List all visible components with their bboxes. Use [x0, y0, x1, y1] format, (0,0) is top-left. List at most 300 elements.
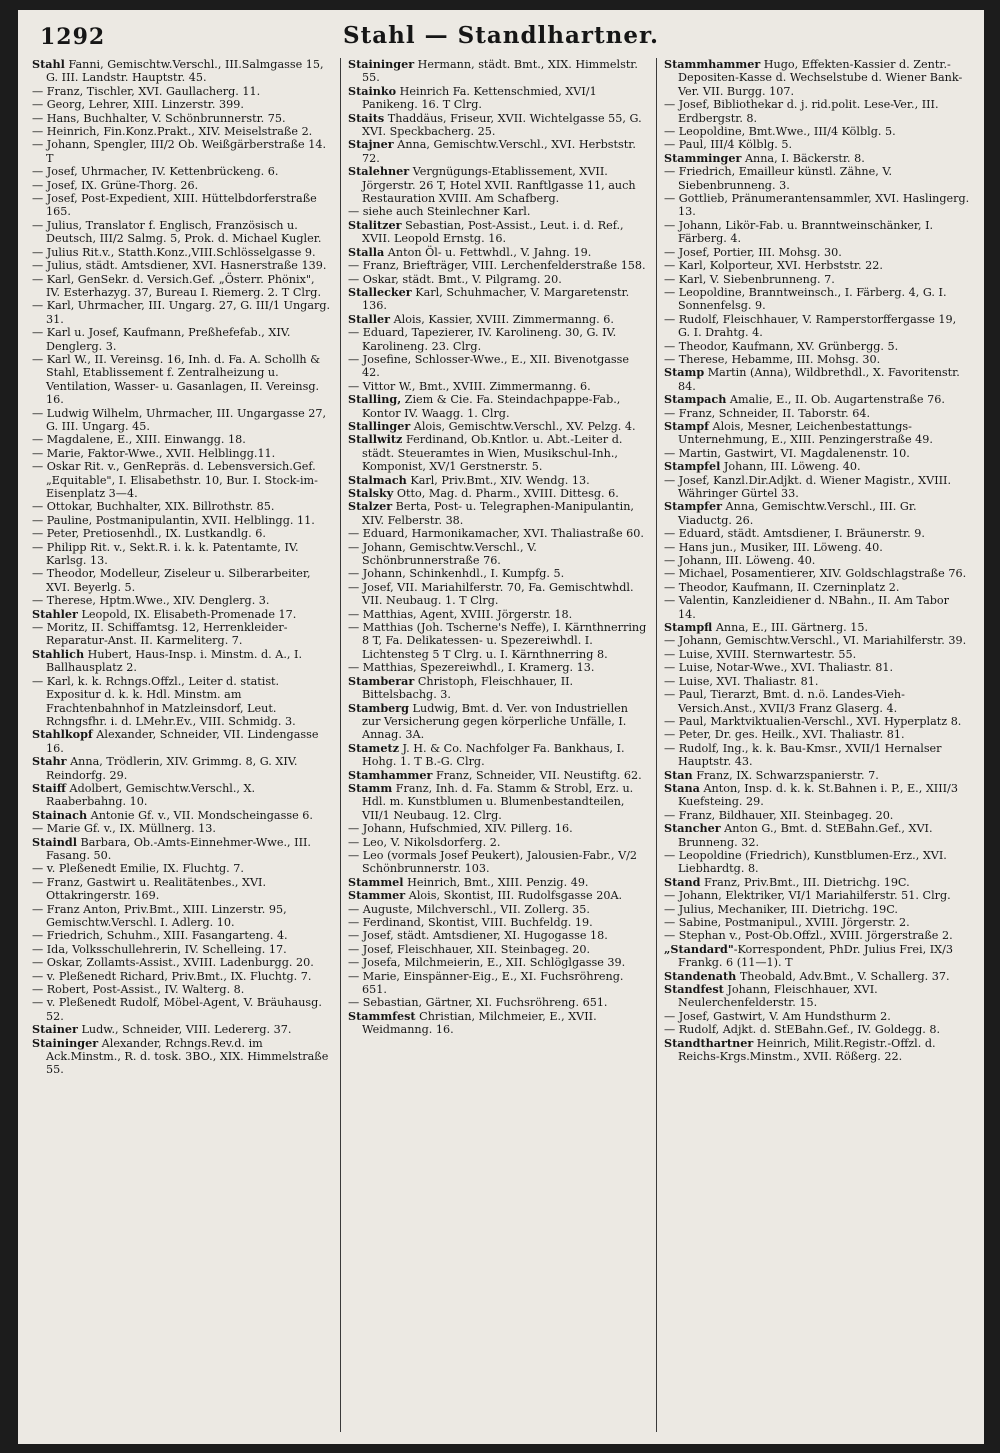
directory-entry [664, 273, 970, 286]
directory-entry [664, 983, 970, 1010]
entry-surname: Stalitzer [348, 217, 402, 232]
entry-surname: Stampfel [664, 459, 721, 474]
entry-surname: Stalehner [348, 164, 410, 179]
entry-text: — Matthias (Joh. Tscherne's Neffe), I. Kärnthnerring 8 T, Fa. Delikatessen- u. Spezereiwhdl. I. Lichtensteg 5 T Clrg. u. I. Kärnthnerring 8. [348, 621, 647, 661]
directory-entry [664, 769, 970, 782]
directory-entry [348, 393, 648, 420]
entry-text: Theobald, Adv.Bmt., V. Schallerg. 37. [736, 969, 950, 983]
entry-text: — Magdalene, E., XIII. Einwangg. 18. [32, 433, 246, 447]
directory-entry [664, 125, 970, 138]
entry-text: — Sebastian, Gärtner, XI. Fuchsröhreng. 651. [348, 996, 608, 1010]
entry-text: — Karl, GenSekr. d. Versich.Gef. „Österr. Phönix", IV. Esterhazyg. 37, Bureau I. Riemerg. 2. T Clrg. [32, 272, 322, 299]
entry-surname: Staininger [32, 1035, 99, 1050]
directory-entry [664, 728, 970, 741]
directory-entry [348, 876, 648, 889]
directory-entry [32, 500, 332, 513]
directory-entry [32, 608, 332, 621]
entry-text: — Eduard, städt. Amtsdiener, I. Bräunerstr. 9. [664, 527, 925, 541]
entry-surname: Stampf [664, 418, 709, 433]
entry-surname: Staits [348, 110, 385, 125]
directory-entry [32, 621, 332, 648]
entry-text: — Luise, XVIII. Sternwartestr. 55. [664, 647, 857, 661]
directory-entry [32, 85, 332, 98]
directory-entry [348, 956, 648, 969]
entry-text: Christian, Milchmeier, E., XVII. Weidmanng. 16. [362, 1009, 597, 1037]
directory-entry [32, 943, 332, 956]
directory-entry [664, 822, 970, 849]
entry-surname: Stahl [32, 58, 65, 71]
directory-entry [32, 956, 332, 969]
entry-text: Fanni, Gemischtw.Verschl., III.Salmgasse 15, G. III. Landstr. Hauptstr. 45. [46, 58, 324, 85]
directory-entry [32, 728, 332, 755]
directory-entry [348, 916, 648, 929]
entry-surname: Stalzer [348, 499, 393, 514]
entry-text: — Josef, Fleischhauer, XII. Steinbageg. 20. [348, 942, 591, 956]
entry-surname: Stalsky [348, 486, 394, 500]
entry-text: — Julius, Mechaniker, III. Dietrichg. 19C. [664, 902, 898, 916]
entry-text: — Josef, Post-Expedient, XIII. Hüttelbdorferstraße 165. [32, 192, 317, 219]
entry-text: — Franz, Bildhauer, XII. Steinbageg. 20. [664, 808, 894, 822]
entry-surname: Stammel [348, 874, 404, 889]
entry-text: — Josef, Portier, III. Mohsg. 30. [664, 245, 842, 259]
entry-text: — Valentin, Kanzleidiener d. NBahn., II. Am Tabor 14. [664, 594, 949, 621]
entry-text: Karl, Priv.Bmt., XIV. Wendg. 13. [406, 473, 590, 487]
directory-entry [32, 809, 332, 822]
entry-text: — Friedrich, Emailleur künstl. Zähne, V. Siebenbrunneng. 3. [664, 165, 893, 192]
entry-text: Alexander, Rchngs.Rev.d. im Ack.Minstm., R. d. tosk. 3BO., XIX. Himmelstraße 55. [46, 1036, 329, 1077]
directory-entry [348, 313, 648, 326]
directory-entry [664, 634, 970, 647]
entry-text: — Karl, k. k. Rchngs.Offzl., Leiter d. statist. Expositur d. k. k. Hdl. Minstm. am Frachtenbahnhof in Matzleinsdorf, Leut. Rchngsfhr. i. d. LMehr.Ev., VIII. Schmidg. 3. [32, 674, 296, 728]
directory-entry [32, 541, 332, 568]
entry-text: Franz, Inh. d. Fa. Stamm & Strobl, Erz. u. Hdl. m. Kunstblumen u. Blumenbestandteilen, VII/1 Neubaug. 12. Clrg. [362, 781, 634, 822]
entry-text: — Rudolf, Fleischhauer, V. Ramperstorffergasse 19, G. I. Drahtg. 4. [664, 312, 957, 340]
directory-entry [32, 514, 332, 527]
entry-text: Anna, Gemischtw.Verschl., XVI. Herbststr. 72. [362, 138, 636, 165]
directory-entry [664, 366, 970, 393]
entry-text: Antonie Gf. v., VII. Mondscheingasse 6. [87, 808, 313, 822]
directory-entry [32, 755, 332, 782]
entry-text: — Karl, V. Siebenbrunneng. 7. [664, 272, 835, 286]
entry-text: — Leopoldine, Bmt.Wwe., III/4 Kölblg. 5. [664, 125, 896, 139]
directory-entry [32, 594, 332, 607]
directory-entry [32, 447, 332, 460]
directory-entry [32, 460, 332, 500]
directory-entry [664, 393, 970, 406]
entry-surname: Stalling, [348, 392, 402, 407]
entry-text: — Josef, Gastwirt, V. Am Hundsthurm 2. [664, 1009, 891, 1023]
directory-entry [664, 594, 970, 621]
entry-text: — Leopoldine, Branntweinsch., I. Färberg. 4, G. I. Sonnenfelsg. 9. [664, 285, 947, 313]
directory-entry [664, 138, 970, 151]
entry-text: Franz, IX. Schwarzspanierstr. 7. [692, 768, 879, 782]
entry-surname: Staindl [32, 834, 77, 849]
entry-surname: Stahlkopf [32, 727, 93, 742]
entry-text: — Johann, Schinkenhdl., I. Kumpfg. 5. [348, 567, 565, 581]
entry-surname: Stammer [348, 888, 406, 903]
entry-surname: „Standard" [664, 941, 734, 956]
directory-entry [348, 889, 648, 902]
directory-column-1 [32, 58, 332, 1434]
entry-text: — Paul, III/4 Kölblg. 5. [664, 138, 793, 152]
entry-text: — Gottlieb, Pränumerantensammler, XVI. Haslingerg. 13. [664, 192, 970, 219]
directory-entry [664, 849, 970, 876]
entry-text: — Luise, Notar-Wwe., XVI. Thaliastr. 81. [664, 661, 893, 675]
entry-text: -Korrespondent, PhDr. Julius Frei, IX/3 Frankg. 6 (11—1). T [678, 942, 953, 970]
directory-entry [348, 970, 648, 997]
directory-entry [348, 165, 648, 205]
directory-entry [348, 112, 648, 139]
entry-text: — Josef, VII. Mariahilferstr. 70, Fa. Gemischtwhdl. VII. Neubaug. 1. T Clrg. [348, 580, 634, 608]
directory-entry [664, 447, 970, 460]
directory-entry [348, 420, 648, 433]
entry-text: — Leo (vormals Josef Peukert), Jalousien-Fabr., V/2 Schönbrunnerstr. 103. [348, 848, 638, 876]
entry-text: Sebastian, Post-Assist., Leut. i. d. Ref., XVII. Leopold Ernstg. 16. [362, 218, 624, 246]
directory-entry [664, 420, 970, 447]
entry-text: — Karl u. Josef, Kaufmann, Preßhefefab., XIV. Denglerg. 3. [32, 326, 291, 353]
directory-entry [664, 621, 970, 634]
directory-entry [32, 903, 332, 930]
directory-entry [348, 326, 648, 353]
entry-text: — Matthias, Agent, XVIII. Jörgerstr. 18. [348, 607, 573, 621]
entry-text: — Johann, Likör-Fab. u. Branntweinschänker, I. Färberg. 4. [664, 218, 934, 246]
entry-text: Anna, E., III. Gärtnerg. 15. [712, 621, 869, 635]
directory-entry [664, 970, 970, 983]
directory-entry [664, 353, 970, 366]
entry-text: — Josef, Bibliothekar d. j. rid.polit. Lese-Ver., III. Erdbergstr. 8. [664, 98, 939, 125]
entry-text: — Ottokar, Buchhalter, XIX. Billrothstr. 85. [32, 500, 275, 514]
entry-text: Adolbert, Gemischtw.Verschl., X. Raaberbahng. 10. [46, 781, 256, 809]
entry-text: Berta, Post- u. Telegraphen-Manipulantin, XIV. Felberstr. 38. [362, 500, 634, 527]
directory-entry [348, 246, 648, 259]
entry-text: — Karl, Uhrmacher, III. Ungarg. 27, G. III/1 Ungarg. 31. [32, 299, 331, 326]
directory-entry [664, 929, 970, 942]
entry-text: — Karl W., II. Vereinsg. 16, Inh. d. Fa. A. Schollh & Stahl, Etablissement f. Zentralheizung u. Ventilation, Wasser- u. Gasanlagen, II. Vereinsg. 16. [32, 352, 321, 407]
directory-entry [664, 460, 970, 473]
directory-entry [348, 661, 648, 674]
directory-entry [664, 313, 970, 340]
directory-entry [32, 567, 332, 594]
entry-text: — Johann, III. Löweng. 40. [664, 554, 816, 568]
entry-text: — Josef, Kanzl.Dir.Adjkt. d. Wiener Magistr., XVIII. Währinger Gürtel 33. [664, 473, 952, 500]
directory-entry [348, 608, 648, 621]
directory-entry [32, 138, 332, 165]
directory-entry [664, 943, 970, 970]
directory-entry [32, 273, 332, 300]
entry-text: — Martin, Gastwirt, VI. Magdalenenstr. 10. [664, 446, 910, 460]
entry-text: Thaddäus, Friseur, XVII. Wichtelgasse 55, G. XVI. Speckbacherg. 25. [362, 111, 642, 139]
entry-text: — Auguste, Milchverschl., VII. Zollerg. 35. [348, 902, 590, 916]
entry-surname: Stajner [348, 137, 394, 152]
entry-text: Anna, Trödlerin, XIV. Grimmg. 8, G. XIV. Reindorfg. 29. [46, 755, 298, 782]
entry-text: — Stephan v., Post-Ob.Offzl., XVIII. Jörgerstraße 2. [664, 929, 953, 943]
directory-entry [664, 98, 970, 125]
entry-surname: Stammfest [348, 1008, 416, 1023]
entry-text: Barbara, Ob.-Amts-Einnehmer-Wwe., III. Fasang. 50. [46, 835, 311, 862]
entry-text: Anna, Gemischtw.Verschl., III. Gr. Viaductg. 26. [678, 500, 917, 527]
directory-entry [32, 527, 332, 540]
directory-entry [32, 326, 332, 353]
directory-entry [32, 1023, 332, 1036]
entry-text: — Eduard, Harmonikamacher, XVI. Thaliastraße 60. [348, 527, 644, 541]
directory-entry [348, 527, 648, 540]
entry-text: — Franz, Tischler, XVI. Gaullacherg. 11. [32, 84, 261, 98]
entry-text: Franz, Priv.Bmt., III. Dietrichg. 19C. [700, 875, 910, 889]
directory-entry [348, 138, 648, 165]
entry-surname: Stampfl [664, 620, 713, 635]
directory-entry [348, 353, 648, 380]
directory-entry [32, 259, 332, 272]
directory-entry [348, 85, 648, 112]
entry-text: Hugo, Effekten-Kassier d. Zentr.-Depositen-Kasse d. Wechselstube d. Wiener Bank-Ver. VII. Burgg. 107. [678, 58, 963, 98]
directory-entry [32, 125, 332, 138]
directory-entry [32, 648, 332, 675]
entry-surname: Staiff [32, 780, 66, 795]
directory-entry [664, 715, 970, 728]
directory-entry [664, 1023, 970, 1036]
entry-surname: Staller [348, 311, 391, 326]
directory-entry [664, 246, 970, 259]
directory-entry [32, 407, 332, 434]
entry-surname: Stainer [32, 1022, 78, 1037]
entry-surname: Standthartner [664, 1035, 754, 1050]
entry-surname: Standenath [664, 968, 737, 983]
directory-entry [664, 688, 970, 715]
directory-entry [32, 98, 332, 111]
entry-text: — Robert, Post-Assist., IV. Walterg. 8. [32, 983, 245, 997]
directory-entry [32, 58, 332, 85]
entry-text: — v. Pleßenedt Rudolf, Möbel-Agent, V. Bräuhausg. 52. [32, 996, 322, 1023]
entry-text: — Marie, Einspänner-Eig., E., XI. Fuchsröhreng. 651. [348, 969, 624, 997]
directory-entry [348, 782, 648, 822]
entry-text: Vergnügungs-Etablissement, XVII. Jörgerstr. 26 T, Hotel XVII. Ranftlgasse 11, auch Restauration XVIII. Am Schafberg. [362, 165, 636, 206]
directory-entry [348, 769, 648, 782]
directory-entry [664, 675, 970, 688]
directory-entry [32, 1037, 332, 1077]
entry-surname: Staininger [348, 58, 415, 71]
entry-text: Heinrich Fa. Kettenschmied, XVI/1 Panikeng. 16. T Clrg. [362, 84, 597, 112]
directory-entry [32, 782, 332, 809]
entry-text: — Philipp Rit. v., Sekt.R. i. k. k. Patentamte, IV. Karlsg. 13. [32, 540, 299, 568]
directory-entry [348, 929, 648, 942]
entry-surname: Stalla [348, 244, 385, 259]
entry-text: Alois, Kassier, XVIII. Zimmermanng. 6. [390, 312, 614, 326]
directory-entry [348, 487, 648, 500]
directory-entry [348, 58, 648, 85]
entry-text: — Pauline, Postmanipulantin, XVII. Helblingg. 11. [32, 513, 315, 527]
directory-entry [664, 474, 970, 501]
entry-text: Johann, III. Löweng. 40. [720, 460, 861, 474]
entry-text: — Matthias, Spezereiwhdl., I. Kramerg. 13. [348, 661, 595, 675]
directory-entry [664, 286, 970, 313]
directory-entry [664, 581, 970, 594]
directory-entry [32, 929, 332, 942]
directory-entry [664, 809, 970, 822]
directory-entry [348, 500, 648, 527]
directory-entry [664, 1037, 970, 1064]
entry-surname: Stancher [664, 821, 721, 836]
directory-entry [348, 1010, 648, 1037]
entry-surname: Stamberar [348, 673, 415, 688]
entry-text: — Karl, Kolporteur, XVI. Herbststr. 22. [664, 259, 883, 273]
entry-text: — Marie, Faktor-Wwe., XVII. Helblingg.11. [32, 446, 276, 460]
entry-text: Ludw., Schneider, VIII. Ledererg. 37. [77, 1023, 292, 1037]
entry-text: — Julius, Translator f. Englisch, Französisch u. Deutsch, III/2 Salmg. 5, Prok. d. Michael Kugler. [32, 218, 322, 246]
entry-text: — Johann, Spengler, III/2 Ob. Weißgärberstraße 14. T [32, 138, 327, 165]
entry-text: — v. Pleßenedt Emilie, IX. Fluchtg. 7. [32, 862, 244, 876]
directory-entry [348, 433, 648, 473]
directory-entry [664, 165, 970, 192]
entry-text: — Josef, IX. Grüne-Thorg. 26. [32, 178, 199, 192]
entry-surname: Stainko [348, 83, 397, 98]
entry-text: — Heinrich, Fin.Konz.Prakt., XIV. Meiselstraße 2. [32, 125, 313, 139]
entry-text: Karl, Schuhmacher, V. Margaretenstr. 136. [362, 285, 630, 313]
directory-entry [348, 581, 648, 608]
entry-text: — Leo, V. Nikolsdorferg. 2. [348, 835, 501, 849]
directory-entry [32, 970, 332, 983]
entry-text: — Rudolf, Ing., k. k. Bau-Kmsr., XVII/1 Hernalser Hauptstr. 43. [664, 741, 942, 769]
directory-entry [664, 554, 970, 567]
entry-text: — Moritz, II. Schiffamtsg. 12, Herrenkleider-Reparatur-Anst. II. Karmeliterg. 7. [32, 621, 288, 648]
entry-text: — Josefine, Schlosser-Wwe., E., XII. Bivenotgasse 42. [348, 352, 630, 380]
entry-text: Anton G., Bmt. d. StEBahn.Gef., XVI. Brunneng. 32. [678, 822, 933, 849]
entry-text: — Peter, Dr. ges. Heilk., XVI. Thaliastr. 81. [664, 728, 905, 742]
page-title: Stahl — Standlhartner. [342, 22, 660, 49]
entry-surname: Stahler [32, 606, 78, 621]
entry-surname: Stallecker [348, 284, 412, 299]
directory-entry [664, 742, 970, 769]
entry-text: Hubert, Haus-Insp. i. Minstm. d. A., I. Ballhausplatz 2. [46, 647, 303, 675]
directory-columns [18, 58, 984, 1434]
directory-entry [348, 836, 648, 849]
entry-text: — Johann, Hufschmied, XIV. Pillerg. 16. [348, 822, 573, 836]
entry-text: Heinrich, Milit.Registr.-Offzl. d. Reichs-Krgs.Minstm., XVII. Rößerg. 22. [678, 1036, 936, 1064]
entry-text: Ziem & Cie. Fa. Steindachpappe-Fab., Kontor IV. Waagg. 1. Clrg. [362, 393, 621, 420]
directory-entry [348, 380, 648, 393]
directory-entry [348, 702, 648, 742]
directory-entry [348, 943, 648, 956]
directory-entry [348, 273, 648, 286]
directory-entry [32, 179, 332, 192]
entry-text: — Hans, Buchhalter, V. Schönbrunnerstr. 75. [32, 111, 286, 125]
entry-surname: Stamberg [348, 700, 409, 715]
directory-entry [664, 567, 970, 580]
entry-text: — Franz Anton, Priv.Bmt., XIII. Linzerstr. 95, Gemischtw.Verschl. I. Adlerg. 10. [32, 902, 287, 929]
entry-surname: Stahlich [32, 646, 85, 661]
entry-text: Christoph, Fleischhauer, II. Bittelsbachg. 3. [362, 674, 574, 702]
directory-entry [664, 782, 970, 809]
entry-text: — Josef, städt. Amtsdiener, XI. Hugogasse 18. [348, 929, 608, 943]
entry-text: — Oskar, Zollamts-Assist., XVIII. Ladenburgg. 20. [32, 956, 314, 970]
entry-text: — Franz, Gastwirt u. Realitätenbes., XVI. Ottakringerstr. 169. [32, 875, 267, 903]
directory-entry [664, 219, 970, 246]
entry-surname: Stampach [664, 392, 727, 407]
entry-text: — Peter, Pretiosenhdl., IX. Lustkandlg. 6. [32, 527, 266, 541]
directory-entry [664, 1010, 970, 1023]
directory-entry [32, 836, 332, 863]
entry-text: — Rudolf, Adjkt. d. StEBahn.Gef., IV. Goldegg. 8. [664, 1023, 941, 1037]
entry-text: Leopold, IX. Elisabeth-Promenade 17. [77, 607, 297, 621]
directory-entry [348, 205, 648, 218]
entry-surname: Stallinger [348, 418, 411, 433]
entry-text: — Theodor, Kaufmann, II. Czerninplatz 2. [664, 580, 900, 594]
entry-surname: Stallwitz [348, 432, 403, 447]
entry-text: — Therese, Hebamme, III. Mohsg. 30. [664, 352, 881, 366]
directory-entry [664, 876, 970, 889]
directory-entry [32, 996, 332, 1023]
entry-text: Ferdinand, Ob.Kntlor. u. Abt.-Leiter d. städt. Steueramtes in Wien, Musikschul-Inh., Komponist, XV/1 Gerstnerstr. 5. [362, 433, 623, 474]
entry-text: — Paul, Marktviktualien-Verschl., XVI. Hyperplatz 8. [664, 714, 962, 728]
directory-entry [32, 112, 332, 125]
directory-entry [664, 903, 970, 916]
entry-text: — Ida, Volksschullehrerin, IV. Schelleing. 17. [32, 942, 287, 956]
directory-entry [32, 246, 332, 259]
entry-surname: Stamminger [664, 150, 742, 165]
entry-surname: Stand [664, 874, 701, 889]
directory-entry [348, 219, 648, 246]
directory-entry [32, 165, 332, 178]
entry-text: — Marie Gf. v., IX. Müllnerg. 13. [32, 822, 216, 836]
directory-entry [664, 259, 970, 272]
entry-text: Alois, Gemischtw.Verschl., XV. Pelzg. 4. [410, 419, 636, 433]
entry-surname: Stahr [32, 754, 67, 769]
directory-entry [32, 299, 332, 326]
directory-entry [664, 916, 970, 929]
directory-entry [664, 661, 970, 674]
entry-surname: Stammhammer [664, 58, 761, 71]
directory-entry [32, 219, 332, 246]
entry-text: — Sabine, Postmanipul., XVIII. Jörgerstr. 2. [664, 916, 910, 929]
entry-text: — Paul, Tierarzt, Bmt. d. n.ö. Landes-Vieh-Versich.Anst., XVII/3 Franz Glaserg. 4. [664, 688, 905, 715]
entry-surname: Stan [664, 767, 693, 782]
directory-entry [664, 340, 970, 353]
entry-text: — siehe auch Steinlechner Karl. [348, 205, 531, 219]
directory-entry [664, 541, 970, 554]
entry-surname: Stamm [348, 780, 393, 795]
directory-entry [32, 192, 332, 219]
directory-entry [348, 621, 648, 661]
directory-entry [664, 152, 970, 165]
directory-entry [348, 259, 648, 272]
entry-text: Alois, Skontist, III. Rudolfsgasse 20A. [405, 889, 623, 903]
entry-text: Heinrich, Bmt., XIII. Penzig. 49. [403, 875, 589, 889]
directory-entry [32, 822, 332, 835]
directory-entry [32, 862, 332, 875]
entry-text: Anton Öl- u. Fettwhdl., V. Jahng. 19. [384, 245, 592, 259]
directory-page [18, 10, 984, 1444]
entry-text: — Georg, Lehrer, XIII. Linzerstr. 399. [32, 98, 244, 112]
directory-entry [664, 648, 970, 661]
entry-text: — Therese, Hptm.Wwe., XIV. Denglerg. 3. [32, 594, 270, 608]
entry-surname: Stalmach [348, 472, 407, 487]
entry-text: — Johann, Gemischtw.Verschl., V. Schönbrunnerstraße 76. [348, 540, 537, 568]
entry-surname: Stamhammer [348, 767, 433, 782]
directory-entry [664, 889, 970, 902]
entry-text: — Johann, Elektriker, VI/1 Mariahilferstr. 51. Clrg. [664, 889, 951, 903]
entry-text: — Theodor, Modelleur, Ziseleur u. Silberarbeiter, XVI. Beyerlg. 5. [32, 567, 311, 594]
entry-text: — Franz, Schneider, II. Taborstr. 64. [664, 406, 871, 420]
entry-text: — Ludwig Wilhelm, Uhrmacher, III. Ungargasse 27, G. III. Ungarg. 45. [32, 406, 327, 433]
entry-text: J. H. & Co. Nachfolger Fa. Bankhaus, I. Hohg. 1. T B.-G. Clrg. [362, 741, 625, 769]
directory-entry [348, 567, 648, 580]
entry-text: — Josefa, Milchmeierin, E., XII. Schlöglgasse 39. [348, 956, 626, 970]
directory-entry [32, 675, 332, 729]
directory-entry [32, 983, 332, 996]
directory-entry [348, 286, 648, 313]
entry-text: Anna, I. Bäckerstr. 8. [741, 151, 865, 165]
entry-text: Ludwig, Bmt. d. Ver. von Industriellen zur Versicherung gegen körperliche Unfälle, I. Annag. 3A. [362, 701, 628, 742]
entry-text: — Ferdinand, Skontist, VIII. Buchfeldg. 19. [348, 916, 593, 929]
